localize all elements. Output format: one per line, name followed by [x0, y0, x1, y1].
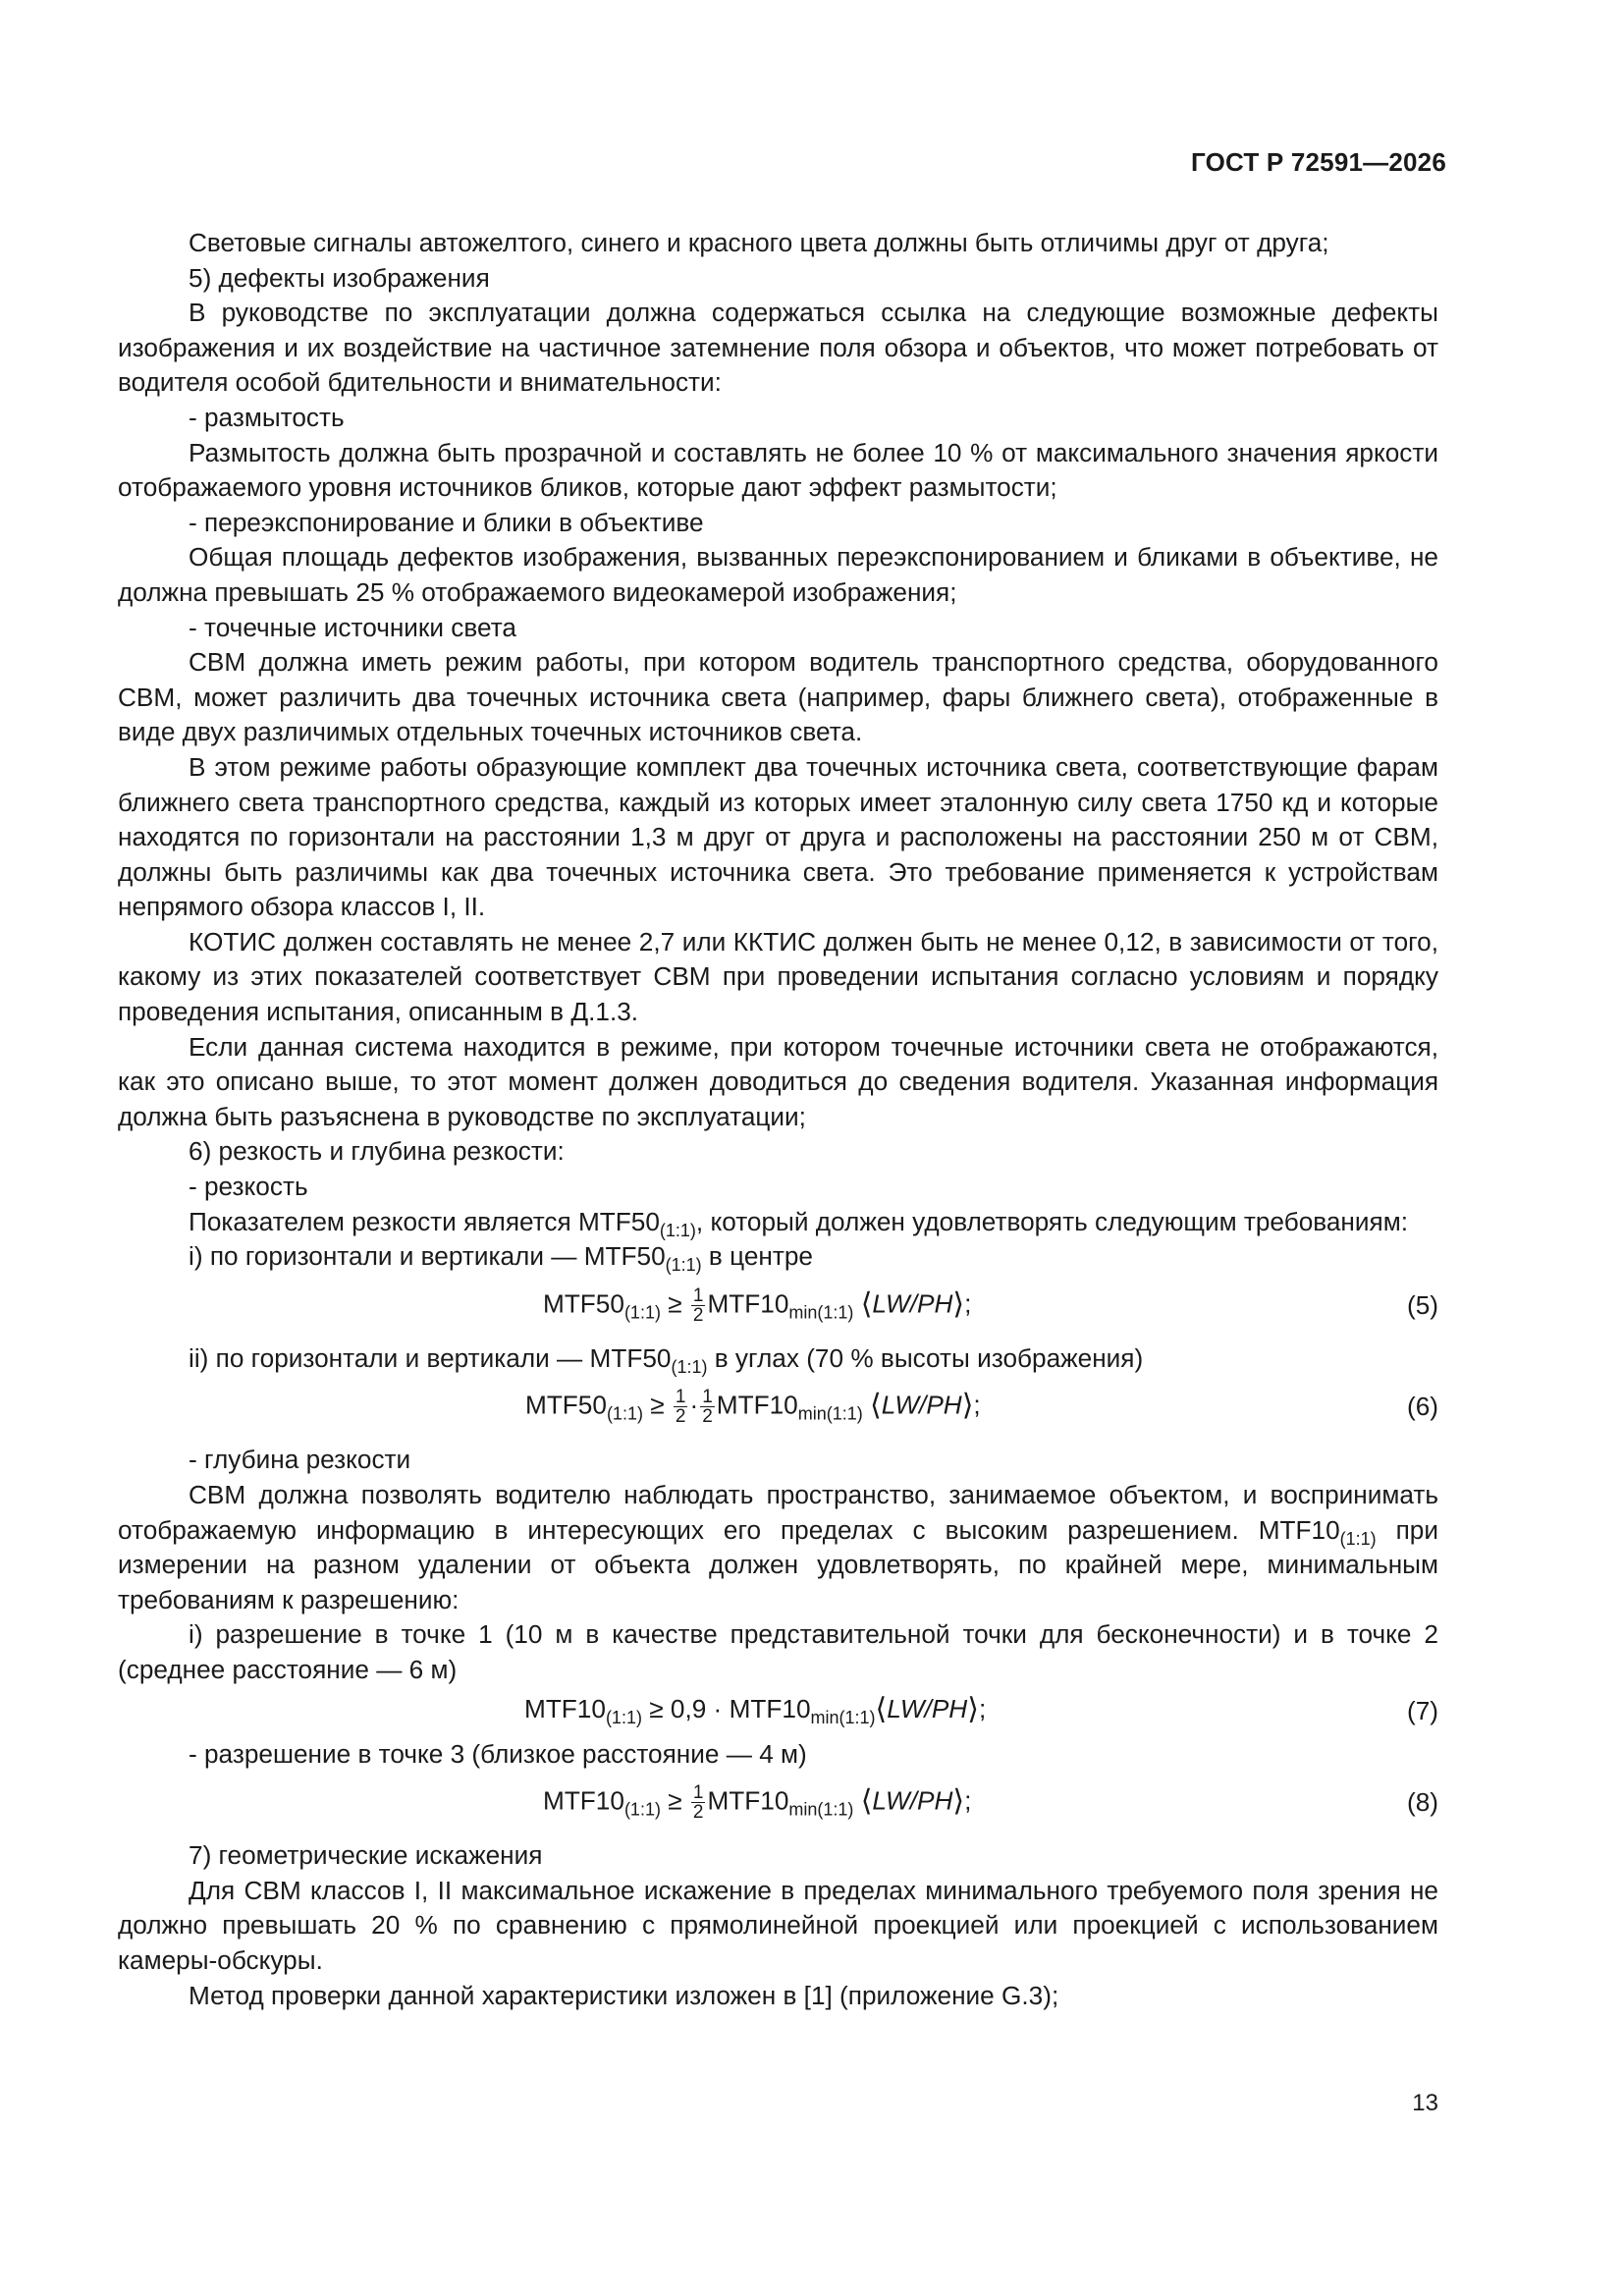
paragraph: Общая площадь дефектов изображения, вызванных переэкспонированием и бликами в объективе, не должна превышать 25 % отображаемого видеокамерой изображения; [118, 542, 1438, 607]
paragraph: i) разрешение в точке 1 (10 м в качестве представительной точки для бесконечности) и в точке 2 (среднее расстояние — 6 м) [118, 1619, 1438, 1684]
paragraph: Метод проверки данной характеристики изложен в [1] (приложение G.3); [189, 1980, 1059, 2010]
list-item-heading: 6) резкость и глубина резкости: [189, 1136, 565, 1167]
paragraph: Размытость должна быть прозрачной и составлять не более 10 % от максимального значения яркости отображаемого уровня источников бликов, которые дают эффект размытости; [118, 437, 1438, 503]
list-item-heading: 5) дефекты изображения [189, 262, 490, 293]
document-header: ГОСТ Р 72591—2026 [1191, 147, 1446, 177]
paragraph: Если данная система находится в режиме, при котором точечные источники света не отображаются, как это описано выше, то этот момент должен доводиться до сведения водителя. Указанная информация должна быть разъяснена в руководстве по эксплуатации; [118, 1031, 1438, 1131]
formula-number: (7) [1406, 1695, 1438, 1725]
fraction: $\frac{1}{2}$ [692, 1285, 704, 1326]
fraction: $\frac{1}{2}$ [692, 1782, 704, 1824]
list-item: - глубина резкости [189, 1445, 411, 1475]
paragraph: СВМ должна иметь режим работы, при котором водитель транспортного средства, оборудованного СВМ, может различить два точечных источника света (например, фары ближнего света), отображенные в виде двух различимых отдельных точечных источников света. [118, 647, 1438, 747]
paragraph: СВМ должна позволять водителю наблюдать пространство, занимаемое объектом, и воспринимать отображаемую информацию в интересующих его пределах с высоким разрешением. $MTF10_{(1:1)}$ при измерении на разном удалении от объекта должен удовлетворять, по крайней мере, минимальным требованиям к разрешению: [118, 1480, 1438, 1614]
paragraph: Для СВМ классов I, II максимальное искажение в пределах минимального требуемого поля зрения не должно превышать 20 % по сравнению с прямолинейной проекцией или проекцией с использованием камеры-обскуры. [118, 1875, 1438, 1975]
formula-number: (6) [1406, 1392, 1438, 1422]
fraction: $\frac{1}{2}$ [675, 1387, 686, 1428]
list-item: - точечные источники света [189, 612, 516, 642]
fraction: $\frac{1}{2}$ [702, 1387, 713, 1428]
formula-number: (8) [1406, 1787, 1438, 1818]
paragraph: В руководстве по эксплуатации должна содержаться ссылка на следующие возможные дефекты изображения и их воздействие на частичное затемнение поля обзора и объектов, что может потребовать от водителя особой бдительности и внимательности: [118, 298, 1438, 398]
list-item: - резкость [189, 1172, 308, 1202]
formula-8: $MTF10_{(1:1)}$ ≥ $\frac{1}{2}$ $MTF10_{min(1:1)}$ ⟨LW/PH⟩; (8) [543, 1782, 1438, 1824]
paragraph: Показателем резкости является $MTF50_{(1:1)}$, который должен удовлетворять следующим требованиям: [189, 1206, 1408, 1240]
list-item: - переэкспонирование и блики в объективе [189, 507, 704, 537]
paragraph: i) по горизонтали и вертикали — $MTF50_{(1:1)}$ в центре [189, 1241, 813, 1276]
list-item: - разрешение в точке 3 (близкое расстояние — 4 м) [189, 1738, 807, 1769]
paragraph: ii) по горизонтали и вертикали — $MTF50_{(1:1)}$ в углах (70 % высоты изображения) [189, 1342, 1144, 1377]
paragraph: В этом режиме работы образующие комплект два точечных источника света, соответствующие фарам ближнего света транспортного средства, каждый из которых имеет эталонную силу света 1750 кд и которые находятся по горизонтали на расстоянии 1,3 м друг от друга и расположены на расстоянии 250 м от СВМ, должны быть различимы как два точечных источника света. Это требование применяется к устройствам непрямого обзора классов I, II. [118, 751, 1438, 922]
list-item-heading: 7) геометрические искажения [189, 1840, 543, 1871]
list-item: - размытость [189, 402, 345, 432]
document-body [118, 226, 1438, 2013]
formula-number: (5) [1406, 1289, 1438, 1320]
paragraph: КОТИС должен составлять не менее 2,7 или ККТИС должен быть не менее 0,12, в зависимости от того, какому из этих показателей соответствует СВМ при проведении испытания согласно условиям и порядку проведения испытания, описанным в Д.1.3. [118, 926, 1438, 1027]
formula-6: $MTF50_{(1:1)}$ ≥ $\frac{1}{2}$ · $\frac{1}{2}$ $MTF10_{min(1:1)}$ ⟨LW/PH⟩; (6) [525, 1387, 1438, 1428]
paragraph: Световые сигналы автожелтого, синего и красного цвета должны быть отличимы друг от друга; [189, 228, 1329, 257]
formula-5: $MTF50_{(1:1)}$ ≥ $\frac{1}{2}$ $MTF10_{min(1:1)}$ ⟨LW/PH⟩; (5) [543, 1285, 1438, 1326]
page-number: 13 [1412, 2090, 1438, 2116]
formula-7: $MTF10_{(1:1)} \ge 0,9$ · $MTF10_{min(1:1)}⟨LW/PH⟩$; (7) [524, 1692, 1438, 1727]
